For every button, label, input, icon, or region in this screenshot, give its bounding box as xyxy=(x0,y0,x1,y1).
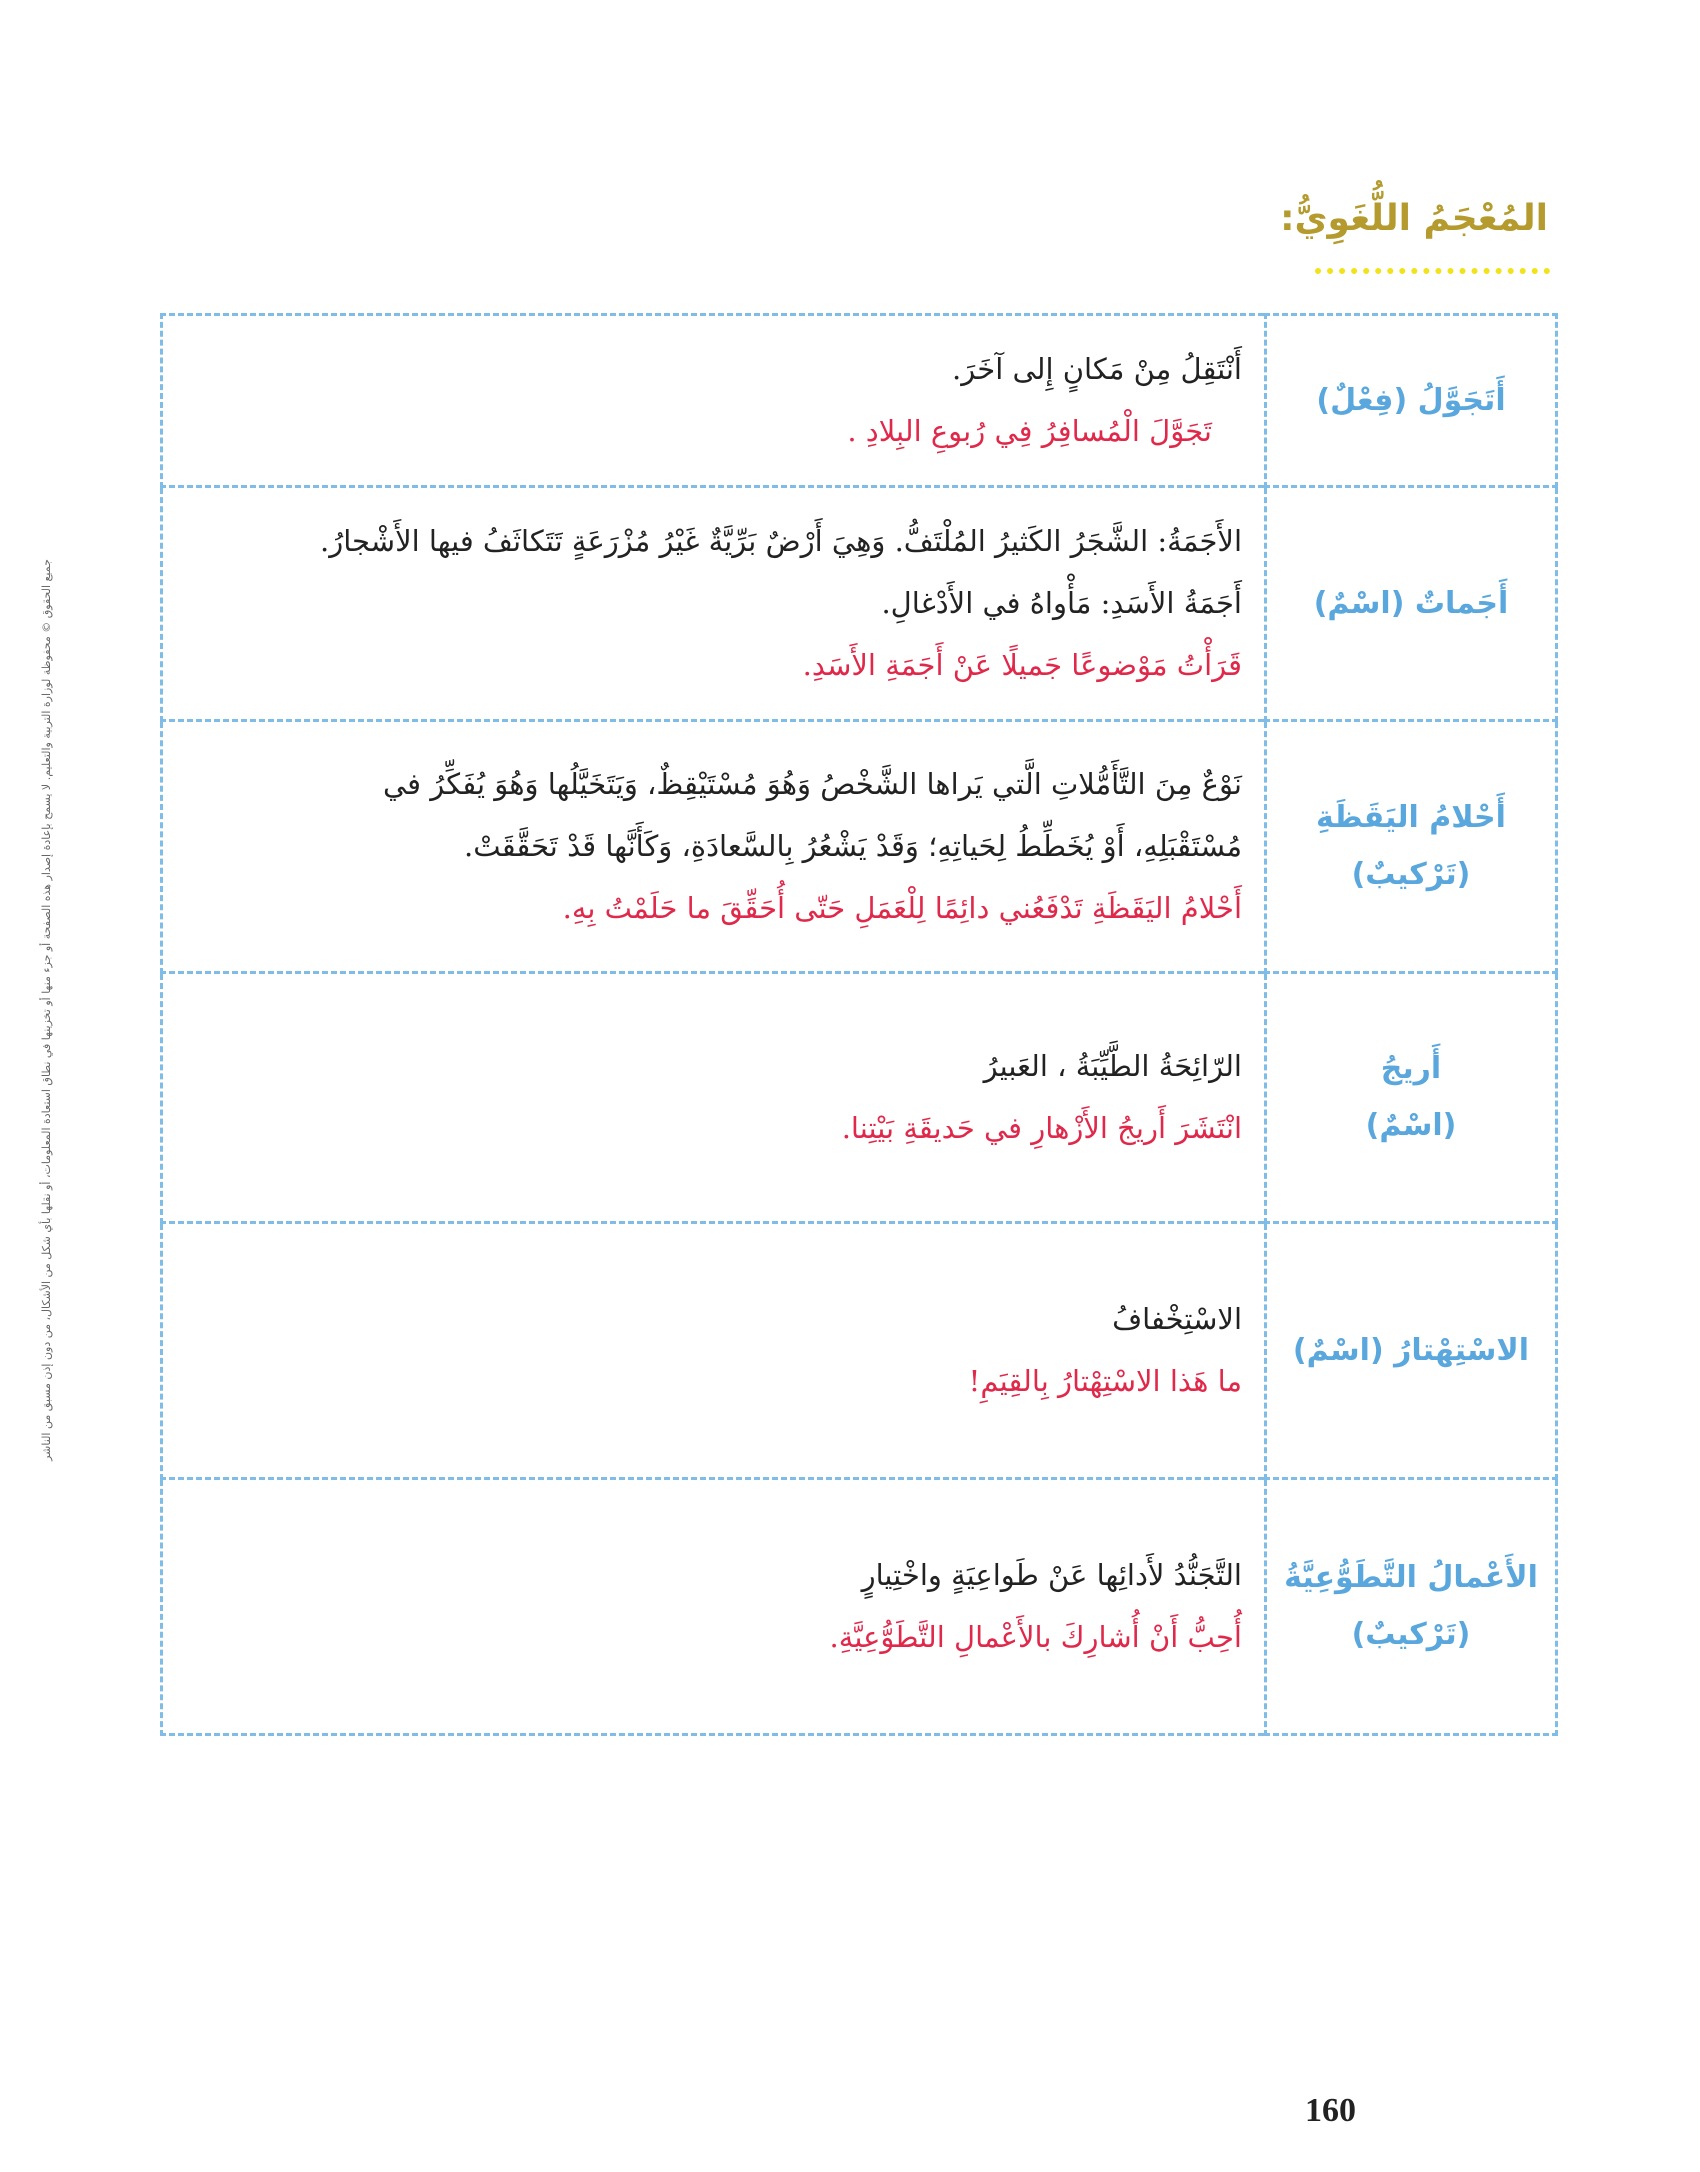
table-row xyxy=(162,972,1557,1222)
definition-line: الأَجَمَةُ: الشَّجَرُ الكَثيرُ المُلْتَفُّ. وَهِيَ أَرْضٌ بَرِّيَّةٌ غَيْرُ مُزْرَعَةٍ تَتَكاثَفُ فيها الأَشْجارُ. xyxy=(320,523,1242,558)
definition-cell xyxy=(162,486,1266,720)
definition-line: أَجَمَةُ الأَسَدِ: مَأْواهُ في الأَدْغالِ. xyxy=(881,586,1242,621)
table-row xyxy=(162,315,1557,487)
definition-line: مُسْتَقْبَلِهِ، أَوْ يُخَطِّطُ لِحَياتِهِ؛ وَقَدْ يَشْعُرُ بِالسَّعادَةِ، وَكَأَنَّها قَدْ تَحَقَّقَتْ. xyxy=(464,829,1242,864)
term-label: أَجَماتٌ (اسْمٌ) xyxy=(1313,585,1509,621)
definition-line: التَّجَنُّدُ لأَدائِها عَنْ طَواعِيَةٍ واخْتِيارٍ xyxy=(861,1557,1242,1592)
table-row xyxy=(162,486,1557,720)
example-sentence: أُحِبُّ أَنْ أُشارِكَ بالأَعْمالِ التَّطَوُّعِيَّةِ. xyxy=(829,1620,1242,1655)
term-type-label: (تَرْكيبٌ) xyxy=(1351,1617,1471,1653)
table-row xyxy=(162,1478,1557,1734)
definition-line: الرّائِحَةُ الطَّيِّبَةُ ، العَبيرُ xyxy=(983,1048,1242,1083)
definition-cell xyxy=(162,972,1266,1222)
term-type-label: (اسْمٌ) xyxy=(1365,1108,1457,1144)
term-label: الاسْتِهْتارُ (اسْمٌ) xyxy=(1292,1332,1530,1368)
definition-line: أَنْتَقِلُ مِنْ مَكانٍ إِلى آخَرَ. xyxy=(952,352,1242,386)
term-cell xyxy=(1266,315,1557,487)
term-label: أَحْلامُ اليَقَظَةِ xyxy=(1316,800,1506,836)
term-cell xyxy=(1266,486,1557,720)
copyright-side-note: جميع الحقوق © محفوظة لوزارة التربية والتعليم. لا يسمح بإعادة إصدار هذه الصفحة أو جزء منها أو تخزينها في نطاق استعادة المعلومات، أو نقلها بأي شكل من الأشكال، من دون إذن مسبق من الناشر xyxy=(40,559,53,1461)
definition-cell xyxy=(162,315,1266,487)
example-sentence: ما هَذا الاسْتِهْتارُ بِالقِيَمِ! xyxy=(968,1364,1242,1399)
definition-cell xyxy=(162,1222,1266,1478)
title-underline-dots xyxy=(1315,268,1550,282)
term-cell xyxy=(1266,1222,1557,1478)
table-row xyxy=(162,1222,1557,1478)
term-type-label: (تَرْكيبٌ) xyxy=(1351,857,1471,893)
table-row xyxy=(162,720,1557,972)
term-label: الأَعْمالُ التَّطَوُّعِيَّةُ xyxy=(1284,1560,1538,1596)
term-cell xyxy=(1266,720,1557,972)
example-sentence: تَجَوَّلَ الْمُسافِرُ فِي رُبوعِ البِلادِ . xyxy=(847,414,1212,449)
term-cell xyxy=(1266,1478,1557,1734)
page-number: 160 xyxy=(1305,2092,1356,2129)
definition-line: نَوْعٌ مِنَ التَّأَمُّلاتِ الَّتي يَراها الشَّخْصُ وَهُوَ مُسْتَيْقِظٌ، وَيَتَخَيَّلُها وَهُوَ يُفَكِّرُ في xyxy=(383,766,1242,801)
term-label: أَتَجَوَّلُ (فِعْلٌ) xyxy=(1316,382,1506,418)
example-sentence: انْتَشَرَ أَريجُ الأَزْهارِ في حَديقَةِ بَيْتِنا. xyxy=(841,1111,1242,1146)
definition-cell xyxy=(162,1478,1266,1734)
lexicon-table xyxy=(160,313,1558,1736)
example-sentence: قَرَأْتُ مَوْضوعًا جَميلًا عَنْ أَجَمَةِ الأَسَدِ. xyxy=(802,648,1242,683)
definition-cell xyxy=(162,720,1266,972)
term-label: أَريجُ xyxy=(1380,1051,1442,1087)
example-sentence: أَحْلامُ اليَقَظَةِ تَدْفَعُني دائِمًا لِلْعَمَلِ حَتّى أُحَقِّقَ ما حَلَمْتُ بِهِ. xyxy=(562,891,1242,926)
term-cell xyxy=(1266,972,1557,1222)
page-title: المُعْجَمُ اللُّغَوِيُّ: xyxy=(1280,198,1548,239)
definition-line: الاسْتِخْفافُ xyxy=(1112,1301,1242,1336)
